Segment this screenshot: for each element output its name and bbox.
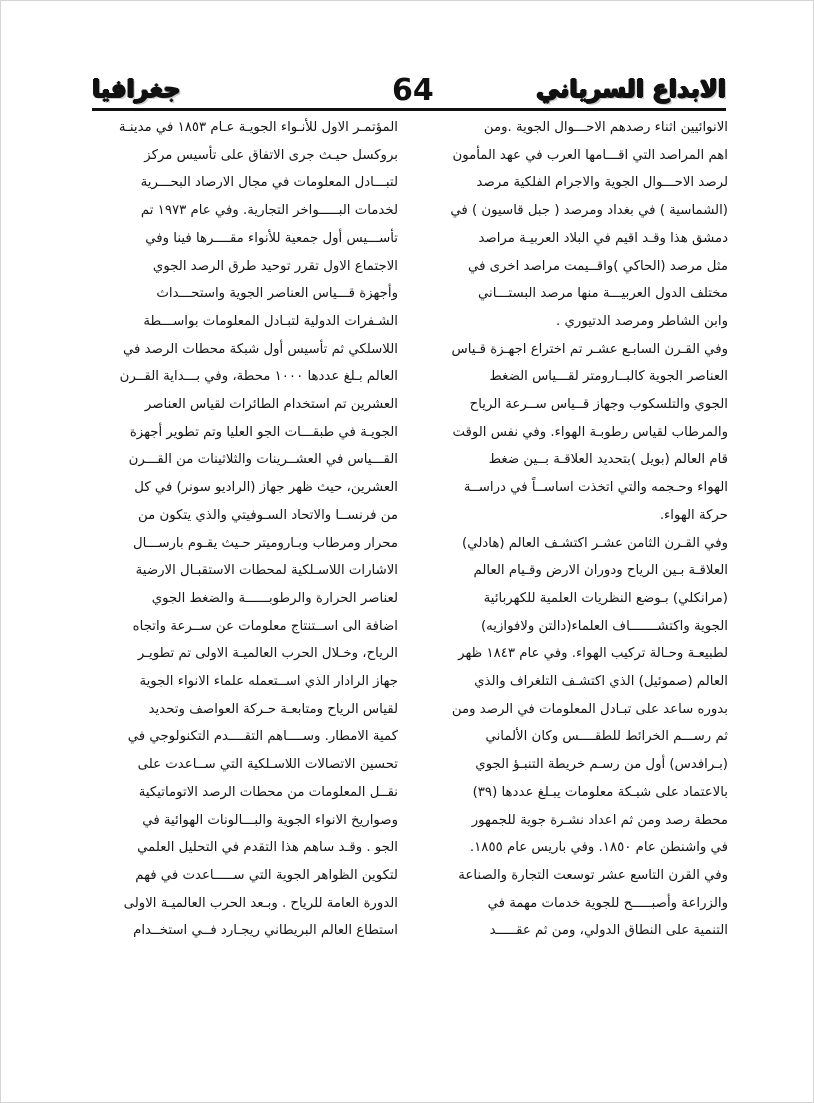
text-line: العشرين، حيث ظهر جهاز (الراديو سونر) في كل xyxy=(134,480,398,496)
text-line: اضافة الى اســتنتاج معلومات عن ســرعة واتجاه xyxy=(132,618,398,634)
text-line: الدورة العامة للرياح . وبـعد الحرب العالميـة الاولى xyxy=(123,895,398,911)
text-line: المؤتمـر الاول للأنـواء الجويـة عـام ١٨٥٣ في مدينـة xyxy=(118,120,398,135)
text-line: (مرانكلي) بـوضع النظريات العلمية للكهربائية xyxy=(483,590,728,606)
text-line: كمية الامطار. وســــاهم التقــــدم التكنولوجي في xyxy=(127,729,398,745)
text-line: ثم رســـم الخرائط للطقــــس وكان الألماني xyxy=(485,729,728,745)
text-line: لتبـــادل المعلومات في مجال الارصاد البحـــرية xyxy=(140,175,398,191)
right-column xyxy=(420,114,728,945)
magazine-title: الابداع السرياني xyxy=(536,75,726,103)
text-line: الهواء وحـجمه والتي اتخذت اساســاً في دراســة xyxy=(463,480,728,496)
text-line: الرياح، وخـلال الحرب العالميـة الاولى تم تطويـر xyxy=(137,646,398,662)
text-line: (بـرافدس) أول من رسـم خريطة التنبـؤ الجوي xyxy=(475,757,728,773)
text-line: وفي القـرن السابـع عشـر تم اختراع اجهـزة قـياس xyxy=(451,341,728,357)
header-rule xyxy=(92,108,726,111)
text-line: اللاسلكي ثم تأسيس أول شبكة محطات الرصد في xyxy=(122,341,398,357)
text-line: اهم المراصد التي اقـــامها العرب في عهد المأمون xyxy=(452,147,728,163)
text-line: مثل مرصد (الحاكي )واقــيمت مراصد اخرى في xyxy=(467,258,728,274)
text-line: في واشنطن عام ١٨٥٠. وفي باريس عام ١٨٥٥. xyxy=(469,840,728,856)
left-column xyxy=(90,114,398,945)
text-line: العناصر الجوية كالبــارومتر لقـــياس الضغط xyxy=(489,369,728,385)
text-line: تأســـيس أول جمعية للأنواء مقــــرها فينا وفي xyxy=(145,230,398,246)
section-title: جغرافيا xyxy=(92,75,181,103)
text-line: العالم بـلغ عددها ١٠٠٠ محطة، وفي بـــداية القــرن xyxy=(119,369,398,385)
text-line: (الشماسية ) في بغداد ومرصد ( جبل قاسيون ) في xyxy=(450,203,728,219)
text-line: بالاعتماد على شبـكة معلومات يبـلغ عددها (٣٩) xyxy=(472,784,728,800)
text-line: تحسين الاتصالات اللاسـلكية التي ســاعدت على xyxy=(137,757,398,773)
text-line: الشـفرات الدولية لتبـادل المعلومات بواســـطة xyxy=(143,313,398,329)
text-line: والمرطاب لقياس رطوبـة الهواء. وفي نفس الوقت xyxy=(452,424,728,440)
text-line: استطاع العالم البريطاني ريجـارد فــي استخــدام xyxy=(133,923,398,939)
page-number: 64 xyxy=(392,73,434,108)
text-line: من فرنســا والاتحاد السـوفيتي والذي يتكون من xyxy=(138,507,398,523)
text-line: لعناصر الحرارة والرطوبــــــة والضغط الجوي xyxy=(151,590,398,606)
text-line: لقياس الرياح ومتابعـة حـركة العواصف وتحديد xyxy=(148,701,398,717)
text-line: القـــياس في العشــرينات والثلاثينات من القـــرن xyxy=(128,452,398,468)
text-line: الجو . وقـد ساهم هذا التقدم في التحليل العلمي xyxy=(137,840,398,856)
page-header xyxy=(92,74,726,110)
text-line: العلاقـة بـين الرياح ودوران الارض وقـيام العالم xyxy=(473,563,728,579)
text-line: مختلف الدول العربيـــة منها مرصد البستـــاني xyxy=(477,286,728,302)
text-line: الاجتماع الاول تقرر توحيد طرق الرصد الجوي xyxy=(152,258,398,274)
text-line: الاشارات اللاسـلكية لمحطات الاستقبـال الارضية xyxy=(135,563,398,579)
text-line: لطبيعـة وحـالة تركيب الهواء. وفي عام ١٨٤٣ ظهر xyxy=(458,646,728,662)
text-line: العشرين تم استخدام الطائرات لقياس العناصر xyxy=(144,397,398,413)
text-line: الانوائيين اثناء رصدهم الاحـــوال الجوية .ومن xyxy=(483,120,728,135)
text-line: التنمية على النطاق الدولي، ومن ثم عقـــــد xyxy=(489,923,728,939)
text-line: دمشق هذا وقـد اقيم في البلاد العربيـة مراصد xyxy=(478,230,728,246)
text-line: محطة رصد ومن ثم اعداد نشـرة جوية للجمهور xyxy=(471,812,728,828)
text-line: وابن الشاطر ومرصد الدتيوري . xyxy=(556,313,728,329)
text-line: لتكوين الظواهر الجوية التي ســـــاعدت في فهم xyxy=(135,867,398,883)
text-line: والزراعة وأصبـــــح للجوية خدمات مهمة في xyxy=(487,895,728,911)
text-line: الجويـة في طبقـــات الجو العليا وتم تطوير أجهزة xyxy=(129,424,398,440)
text-line: لخدمات البـــــواخر التجارية. وفي عام ١٩٧٣ تم xyxy=(140,203,398,219)
text-line: بدوره ساعد على تبـادل المعلومات في الرصد ومن xyxy=(451,701,728,717)
text-line: لرصد الاحـــوال الجوية والاجرام الفلكية مرصد xyxy=(476,175,728,191)
text-line: محرار ومرطاب وبـاروميتر حـيث يقـوم بارســـال xyxy=(132,535,398,551)
text-line: وصواريخ الانواء الجوية والبـــالونات الهوائية في xyxy=(142,812,398,828)
text-line: الجوية واكتشـــــــاف العلماء(دالتن ولافوازيه) xyxy=(480,618,728,634)
text-line: وفي القرن التاسع عشر توسعت التجارة والصناعة xyxy=(458,867,728,883)
text-line: جهاز الرادار الذي اســتعمله علماء الانواء الجوية xyxy=(139,674,398,690)
text-line: حركة الهواء. xyxy=(659,507,728,523)
text-line: وأجهزة قـــياس العناصر الجوية واستحـــداث xyxy=(156,286,398,302)
text-line: وفي القـرن الثامن عشـر اكتشـف العالم (هادلي) xyxy=(462,535,728,551)
text-line: بروكسل حيـث جرى الاتفاق على تأسيس مركز xyxy=(144,147,398,163)
text-line: نقــل المعلومات من محطات الرصد الاتوماتيكية xyxy=(138,784,398,800)
text-line: الجوي والتلسكوب وجهاز قــياس ســرعة الرياح xyxy=(469,397,728,413)
text-line: قام العالم (بويل )بتحديد العلاقـة بــين ضغط xyxy=(488,452,728,468)
text-line: العالم (صموئيل) الذي اكتشـف التلغراف والذي xyxy=(474,674,728,690)
